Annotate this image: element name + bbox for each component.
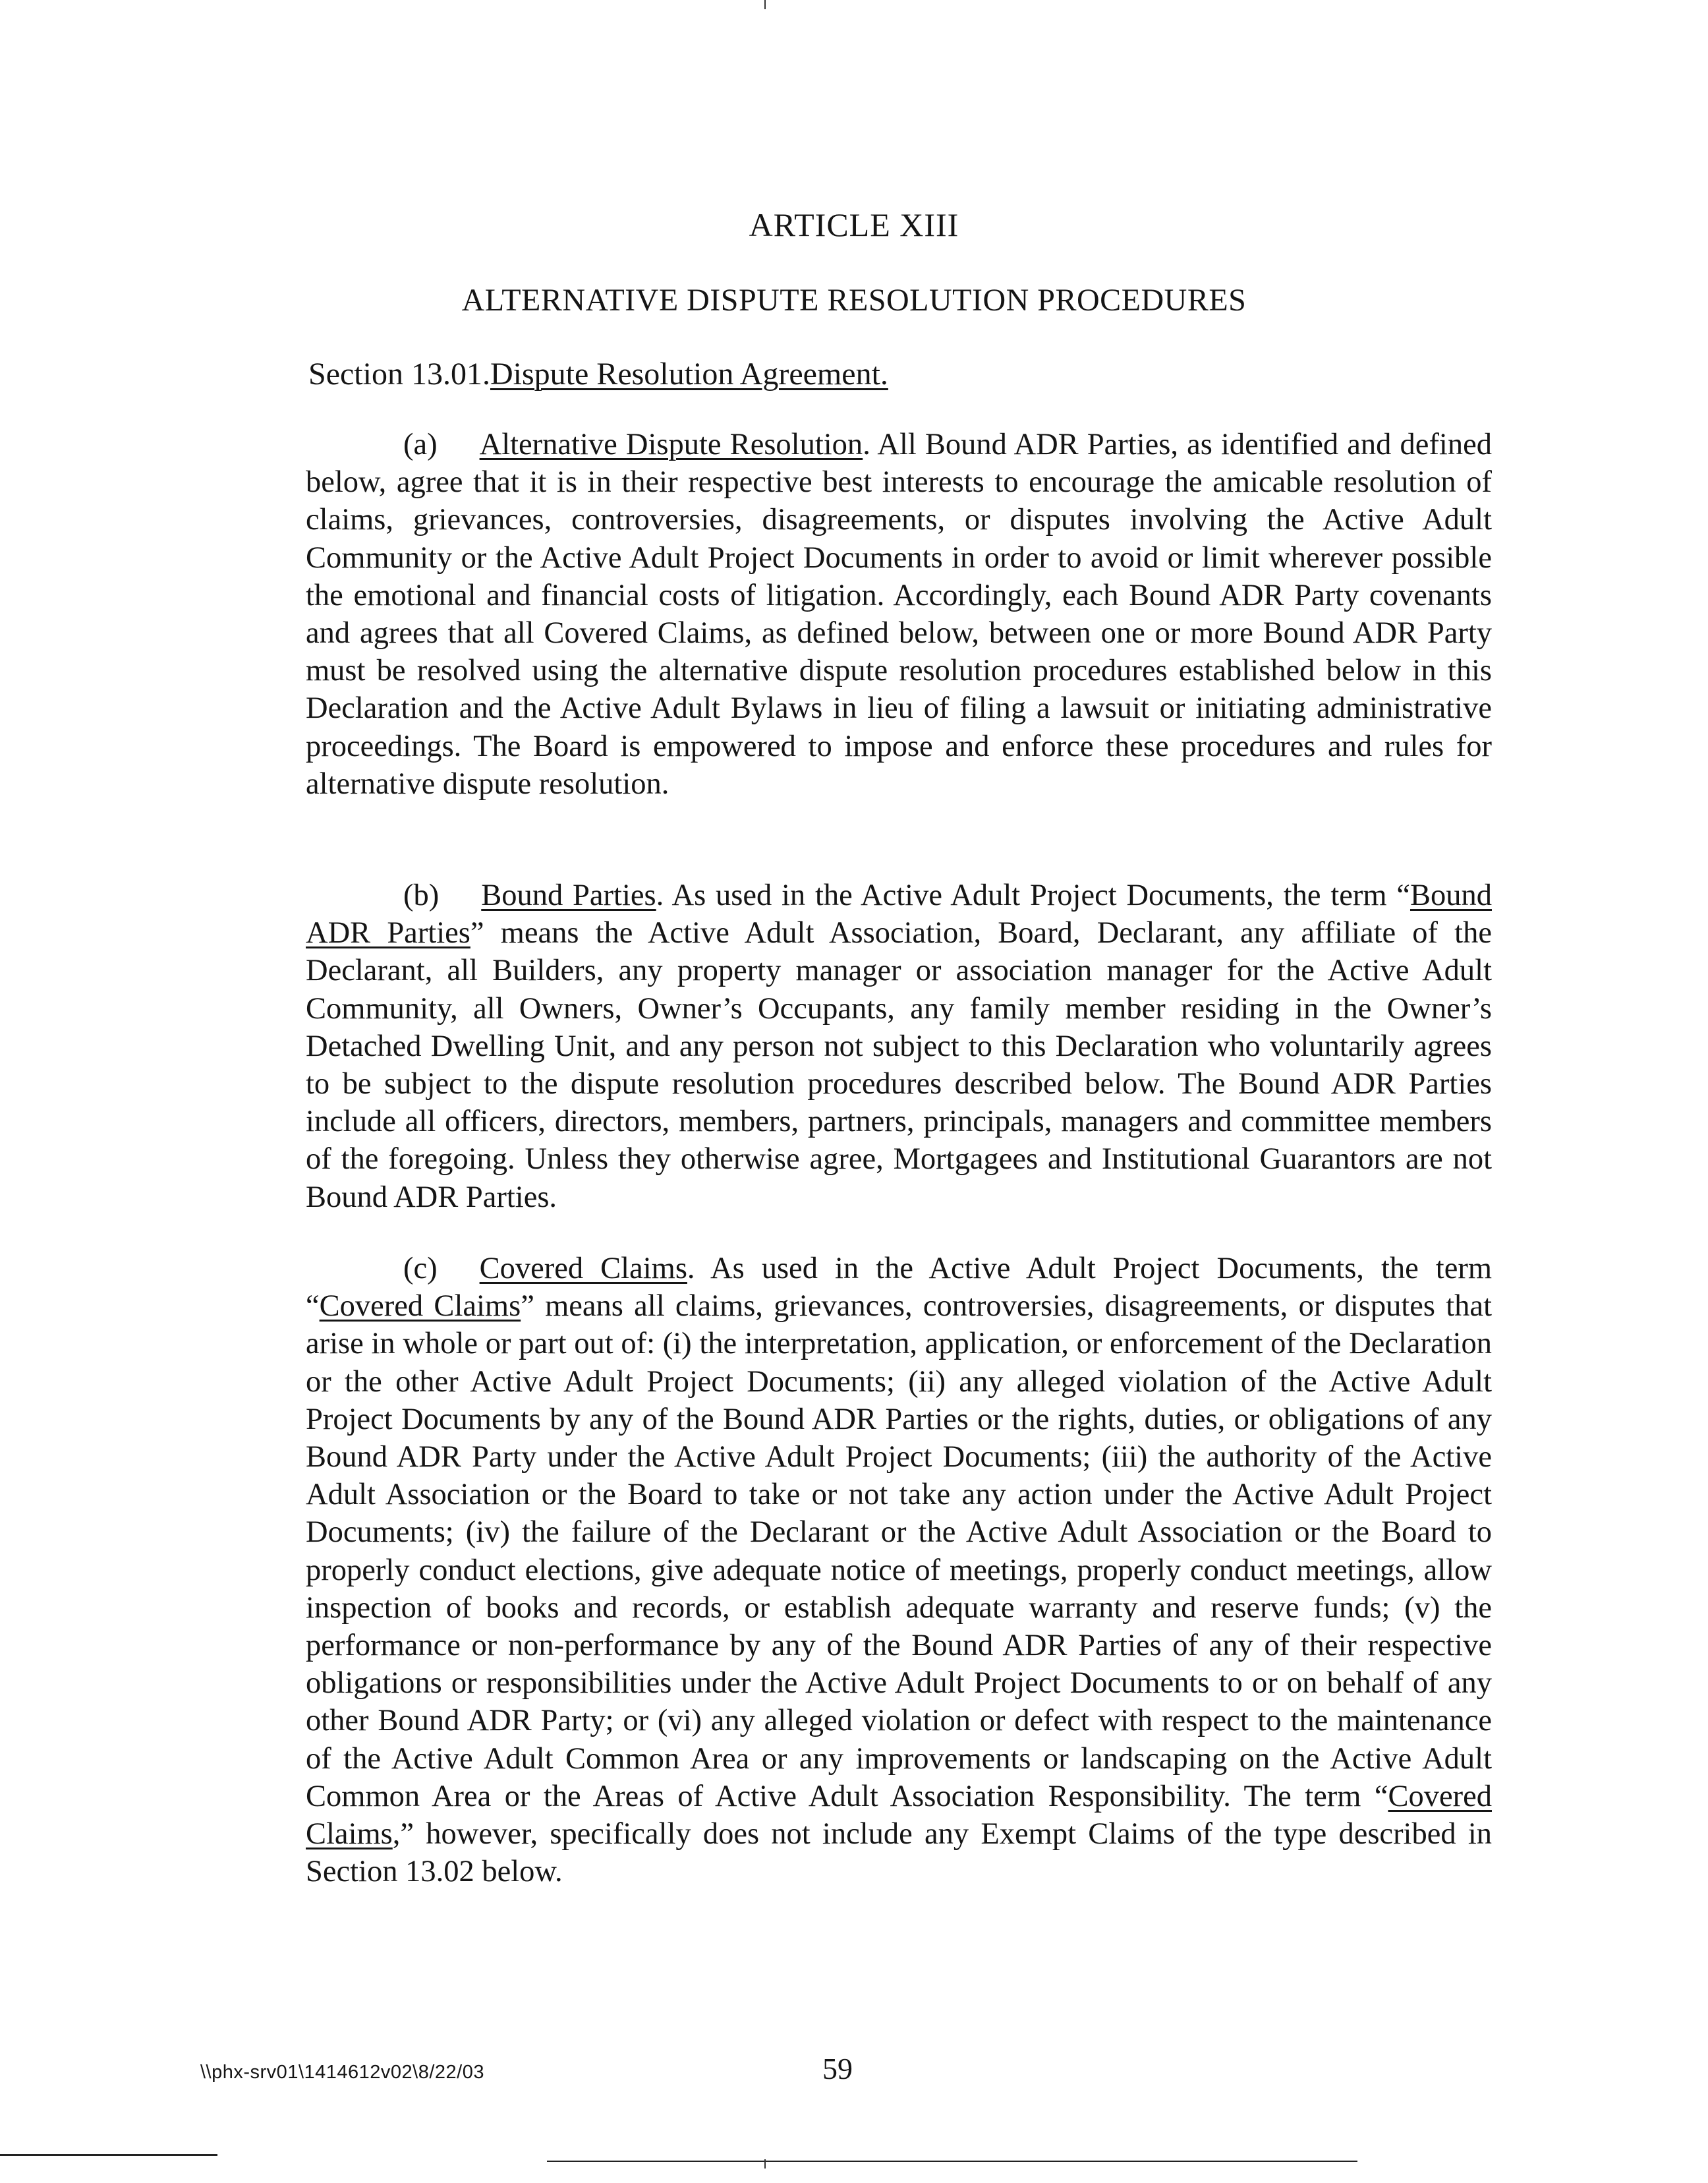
paragraph-heading: Alternative Dispute Resolution [479, 428, 863, 461]
bottom-rule-left [0, 2154, 217, 2156]
page-number: 59 [822, 2052, 853, 2085]
paragraph-body: ,” however, specifically does not include any Exempt Claims of the type described in Section 13.02 below. [306, 1817, 1492, 1889]
defined-term: Covered Claims [319, 1289, 521, 1324]
paragraph-body: . All Bound ADR Parties, as identified and defined below, agree that it is in their respective best interests to encourage the amicable resolution of claims, grievances, controversies, disagreements, or disputes involving the Active Adult Community or the Active Adult Project Documents in order to avoid or limit wherever possible the emotional and financial costs of litigation. Accordingly, each Bound ADR Party covenants and agrees that all Covered Claims, as defined below, between one or more Bound ADR Party must be resolved using the alternative dispute resolution procedures established below in this Declaration and the Active Adult Bylaws in lieu of filing a lawsuit or initiating administrative proceedings. The Board is empowered to impose and enforce these procedures and rules for alternative dispute resolution. [306, 428, 1492, 801]
paragraph-body: . As used in the Active Adult Project Documents, the term “ [306, 1252, 1492, 1324]
paragraph-body: ” means the Active Adult Association, Board, Declarant, any affiliate of the Declarant, all Builders, any property manager or association manager for the Active Adult Community, all Owners, Owner’s Occupants, any family member residing in the Owner’s Detached Dwelling Unit, and any person not subject to this Declaration who voluntarily agrees to be subject to the dispute resolution procedures described below. The Bound ADR Parties include all officers, directors, members, partners, principals, managers and committee members of the foregoing. Unless they otherwise agree, Mortgagees and Institutional Guarantors are not Bound ADR Parties. [306, 916, 1492, 1214]
paragraph-c [306, 1250, 1492, 1890]
paragraph-body: ” means all claims, grievances, controversies, disagreements, or disputes that arise in whole or part out of: (i) the interpretation, application, or enforcement of the Declaration or the other Active Adult Project Documents; (ii) any alleged violation of the Active Adult Project Documents by any of the Bound ADR Parties or the rights, duties, or obligations of any Bound ADR Party under the Active Adult Project Documents; (iii) the authority of the Active Adult Association or the Board to take or not take any action under the Active Adult Project Documents; (iv) the failure of the Declarant or the Active Adult Association or the Board to properly conduct elections, give adequate notice of meetings, properly conduct meetings, allow inspection of books and records, or establish adequate warranty and reserve funds; (v) the performance or non-performance by any of the Bound ADR Parties of any of their respective obligations or responsibilities under the Active Adult Project Documents to or on behalf of any other Bound ADR Party; or (vi) any alleged violation or defect with respect to the maintenance of the Active Adult Common Area or any improvements or landscaping on the Active Adult Common Area or the Areas of Active Adult Association Responsibility. The term “ [306, 1289, 1492, 1813]
document-id: \\phx-srv01\1414612v02\8/22/03 [200, 2062, 484, 2083]
scan-mark-bottom [764, 2159, 766, 2168]
article-title: ARTICLE XIII [749, 206, 959, 243]
paragraph-a [306, 426, 1492, 803]
scan-mark-top [764, 0, 766, 9]
paragraph-label: (a) [403, 428, 438, 461]
paragraph-label: (b) [403, 879, 440, 912]
section-number: Section 13.01. [308, 357, 490, 392]
bottom-rule-right [547, 2161, 1357, 2162]
paragraph-label: (c) [403, 1252, 438, 1285]
paragraph-heading: Covered Claims [479, 1252, 687, 1285]
defined-term: Covered Claims [306, 1779, 1492, 1851]
paragraph-body: . As used in the Active Adult Project Documents, the term “ [656, 879, 1410, 912]
section-title: Dispute Resolution Agreement. [490, 357, 888, 392]
paragraph-b [306, 877, 1492, 1216]
section-heading [308, 356, 888, 392]
article-subtitle: ALTERNATIVE DISPUTE RESOLUTION PROCEDURES [461, 283, 1247, 318]
paragraph-heading: Bound Parties [481, 879, 656, 912]
defined-term: Bound ADR Parties [306, 879, 1492, 950]
